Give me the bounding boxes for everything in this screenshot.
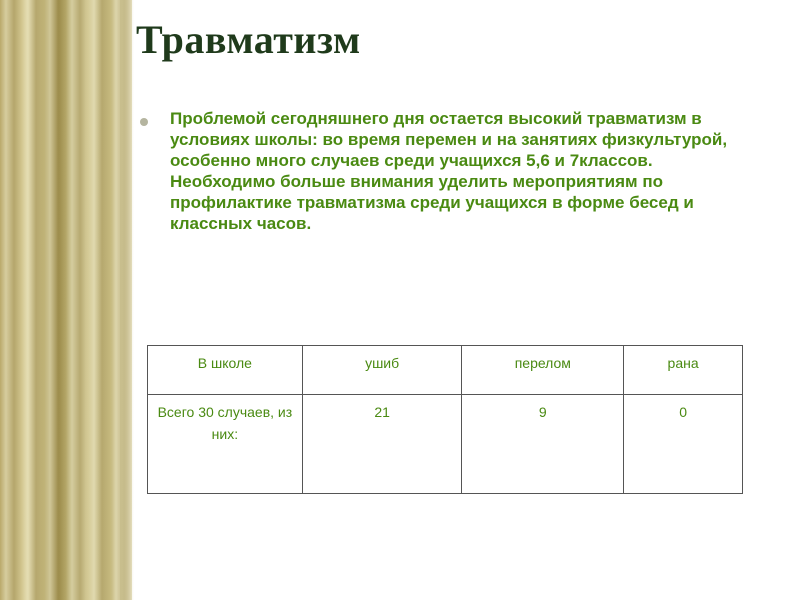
table-cell: 9 [462, 395, 624, 494]
bullet-dot-icon [140, 118, 148, 126]
table-cell: 21 [302, 395, 462, 494]
table-cell: Всего 30 случаев, из них: [148, 395, 303, 494]
bullet-item [136, 108, 756, 234]
curtain-decoration [0, 0, 132, 600]
injury-table [147, 345, 743, 494]
table-header-cell: ушиб [302, 346, 462, 395]
bullet-text: Проблемой сегодняшнего дня остается высокий травматизм в условиях школы: во время перемен и на занятиях физкультурой, особенно много случаев среди учащихся 5,6 и 7классов. Необходимо больше внимания уделить мероприятиям по профилактике травматизма среди учащихся в форме бесед и классных часов. [170, 109, 728, 233]
table-header-cell: рана [624, 346, 743, 395]
table-row [148, 395, 743, 494]
table-header-row [148, 346, 743, 395]
table-cell: 0 [624, 395, 743, 494]
curtain-edge [120, 0, 134, 600]
table-header-cell: перелом [462, 346, 624, 395]
table-header-cell: В школе [148, 346, 303, 395]
slide-title: Травматизм [136, 17, 361, 62]
